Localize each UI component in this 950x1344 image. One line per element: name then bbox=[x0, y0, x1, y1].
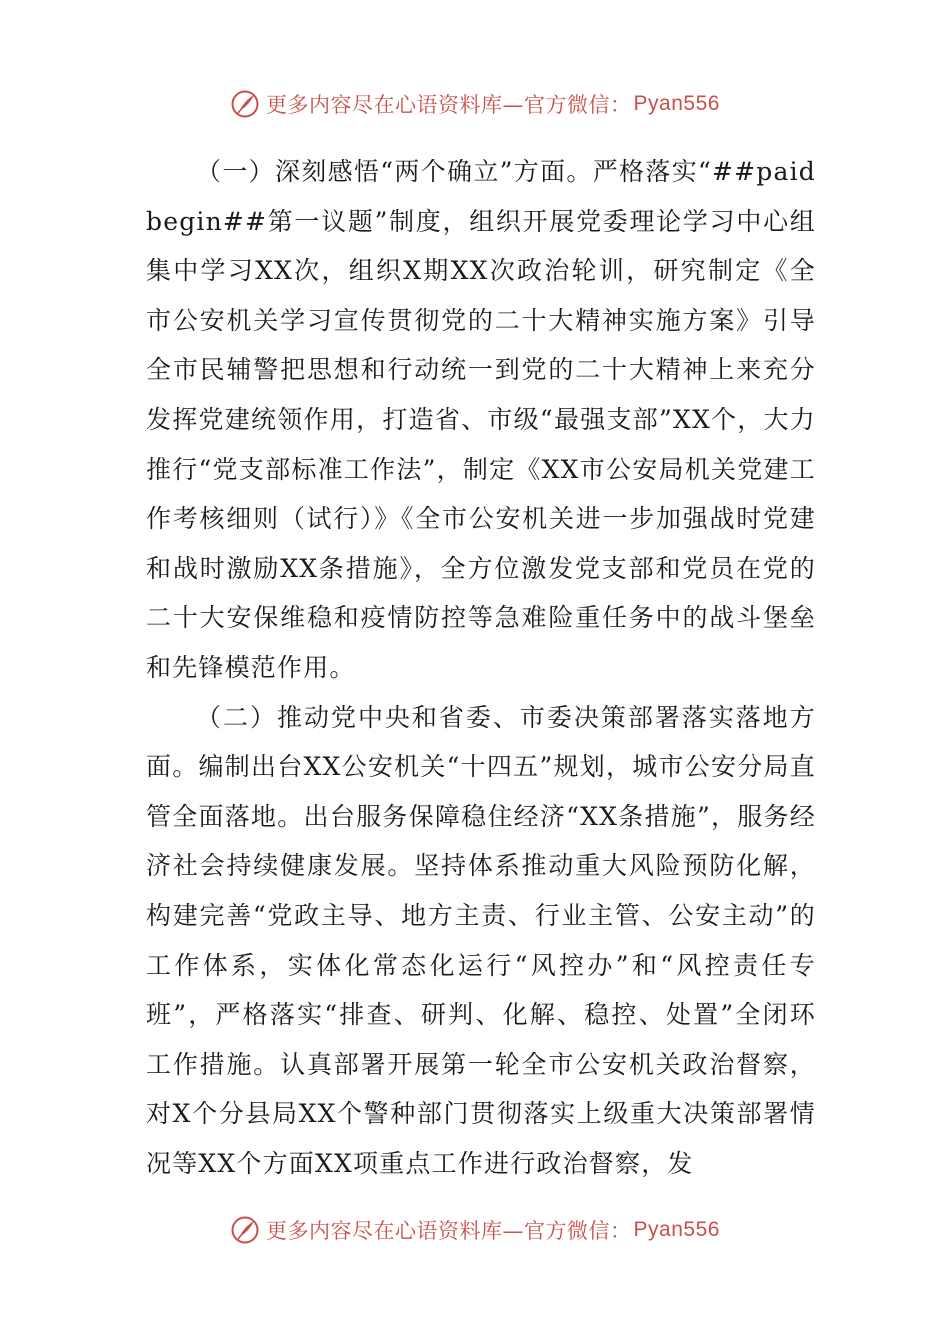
quill-logo-icon bbox=[230, 89, 260, 119]
paragraph-2: （二）推动党中央和省委、市委决策部署落实落地方面。编制出台XX公安机关“十四五”规划，城市公安分局直管全面落地。出台服务保障稳住经济“XX条措施”，服务经济社会持续健康发展。坚持体系推动重大风险预防化解，构建完善“党政主导、地方主责、行业主管、公安主动”的工作体系，实体化常态化运行“风控办”和“风控责任专班”，严格落实“排查、研判、化解、稳控、处置”全闭环工作措施。认真部署开展第一轮全市公安机关政治督察，对X个分县局XX个警种部门贯彻落实上级重大决策部署情况等XX个方面XX项重点工作进行政治督察，发 bbox=[146, 702, 816, 1178]
watermark-text: 更多内容尽在心语资料库—官方微信： bbox=[266, 1219, 632, 1243]
quill-logo-icon bbox=[230, 1215, 260, 1245]
paragraph-1: （一）深刻感悟“两个确立”方面。严格落实“##paidbegin##第一议题”制度，组织开展党委理论学习中心组集中学习XX次，组织X期XX次政治轮训，研究制定《全市公安机关学习宣传贯彻党的二十大精神实施方案》引导全市民辅警把思想和行动统一到党的二十大精神上来充分发挥党建统领作用，打造省、市级“最强支部”XX个，大力推行“党支部标准工作法”，制定《XX市公安局机关党建工作考核细则（试行）》《全市公安机关进一步加强战时党建和战时激励XX条措施》，全方位激发党支部和党员在党的二十大安保维稳和疫情防控等急难险重任务中的战斗堡垒和先锋模范作用。 bbox=[146, 157, 816, 682]
document-body bbox=[146, 147, 816, 1188]
watermark-banner-bottom bbox=[0, 1210, 950, 1250]
wechat-id: Pyan556 bbox=[633, 1218, 720, 1241]
watermark-text: 更多内容尽在心语资料库—官方微信： bbox=[266, 93, 632, 117]
watermark-banner-top bbox=[0, 84, 950, 124]
wechat-id: Pyan556 bbox=[633, 92, 720, 115]
